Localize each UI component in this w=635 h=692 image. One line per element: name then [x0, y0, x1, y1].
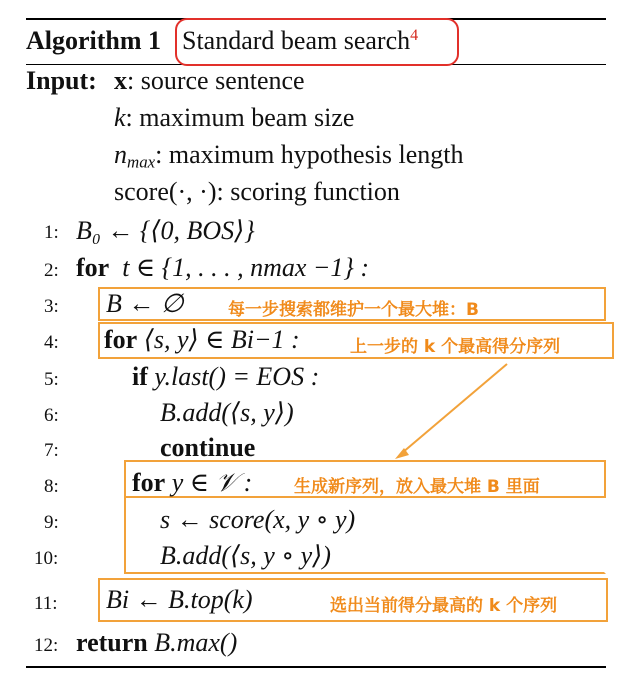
- line-12-code: return B.max(): [76, 628, 238, 657]
- line-number: 5:: [44, 369, 59, 390]
- input-param-nmax: $n_{max}$: maximum hypothesis length: [114, 140, 464, 172]
- footnote-marker: 4: [410, 27, 419, 45]
- line-11-code: Bi ← B.top(k): [106, 585, 253, 614]
- annotation-line-8: 生成新序列，放入最大堆 B 里面: [294, 477, 540, 497]
- line-7-code: continue: [160, 433, 256, 462]
- line-number: 9:: [44, 512, 59, 533]
- line-8-code: for y ∈ 𝒱 :: [132, 468, 253, 497]
- line-number: 7:: [44, 440, 59, 461]
- line-number: 6:: [44, 405, 59, 426]
- annotation-line-4: 上一步的 k 个最高得分序列: [350, 337, 561, 357]
- annotation-line-3: 每一步搜索都维护一个最大堆：B: [228, 300, 479, 320]
- line-9-code: s ← score(x, y ∘ y): [160, 505, 356, 534]
- line-number: 8:: [44, 476, 59, 497]
- input-param-k: k: maximum beam size: [114, 103, 355, 132]
- line-number: 2:: [44, 260, 59, 281]
- line-number: 1:: [44, 222, 59, 243]
- input-param-score: score(·, ·): scoring function: [114, 177, 400, 206]
- line-10-code: B.add(⟨s, y ∘ y⟩): [160, 541, 331, 570]
- input-param-x: x: source sentence: [114, 66, 305, 95]
- algorithm-title-text: Standard beam search: [182, 26, 411, 55]
- line-3-code: B ← ∅: [106, 289, 184, 318]
- line-number: 12:: [34, 635, 59, 656]
- line-5-code: if y.last() = EOS :: [132, 362, 320, 391]
- input-label: Input:: [26, 66, 97, 95]
- line-number: 3:: [44, 296, 59, 317]
- line-1-code: B₀ ← {⟨0, BOS⟩}: [76, 216, 255, 245]
- line-number: 4:: [44, 332, 59, 353]
- line-6-code: B.add(⟨s, y⟩): [160, 398, 294, 427]
- annotation-line-11: 选出当前得分最高的 k 个序列: [330, 596, 558, 616]
- line-number: 10:: [34, 548, 59, 569]
- line-number: 11:: [34, 593, 58, 614]
- line-4-code: for ⟨s, y⟩ ∈ Bi−1 :: [104, 325, 300, 354]
- line-2-code: for t ∈ {1, . . . , nmax −1} :: [76, 253, 369, 282]
- algorithm-label: Algorithm 1: [26, 26, 162, 55]
